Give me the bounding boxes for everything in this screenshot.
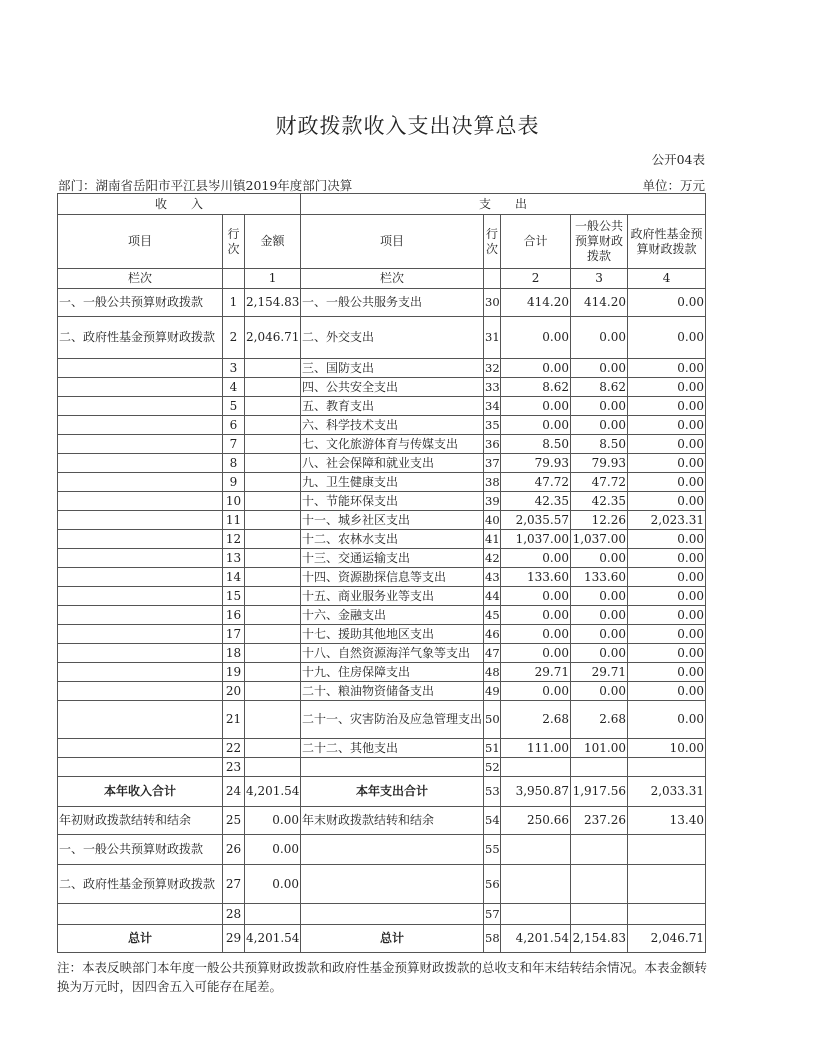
expense-fund-cell: 0.00 xyxy=(628,359,706,378)
expense-row-no-cell: 58 xyxy=(484,925,501,953)
expense-item-cell: 二十二、其他支出 xyxy=(301,739,484,758)
expense-item-cell: 二十一、灾害防治及应急管理支出 xyxy=(301,701,484,739)
index-label-left: 栏次 xyxy=(58,269,223,289)
income-item-cell xyxy=(58,644,223,663)
income-amount-cell: 0.00 xyxy=(245,835,301,865)
expense-fund-cell: 0.00 xyxy=(628,454,706,473)
expense-general-cell: 0.00 xyxy=(571,317,628,359)
table-row xyxy=(58,865,706,904)
table-row xyxy=(58,663,706,682)
col-expense-total: 合计 xyxy=(501,215,571,269)
income-row-no-cell: 2 xyxy=(223,317,245,359)
expense-item-cell: 六、科学技术支出 xyxy=(301,416,484,435)
income-item-cell xyxy=(58,473,223,492)
income-amount-cell xyxy=(245,682,301,701)
index-empty xyxy=(484,269,501,289)
expense-fund-cell: 2,046.71 xyxy=(628,925,706,953)
expense-item-cell: 十五、商业服务业等支出 xyxy=(301,587,484,606)
table-row xyxy=(58,644,706,663)
expense-total-cell: 42.35 xyxy=(501,492,571,511)
expense-total-cell: 0.00 xyxy=(501,317,571,359)
expense-fund-cell: 10.00 xyxy=(628,739,706,758)
income-amount-cell xyxy=(245,739,301,758)
income-item-cell: 二、政府性基金预算财政拨款 xyxy=(58,317,223,359)
expense-general-cell: 8.50 xyxy=(571,435,628,454)
income-row-no-cell: 15 xyxy=(223,587,245,606)
income-amount-cell xyxy=(245,378,301,397)
expense-fund-cell: 0.00 xyxy=(628,549,706,568)
index-empty xyxy=(223,269,245,289)
department-label: 部门：湖南省岳阳市平江县岑川镇2019年度部门决算 xyxy=(58,178,353,193)
income-item-cell xyxy=(58,359,223,378)
expense-general-cell: 0.00 xyxy=(571,359,628,378)
expense-general-cell xyxy=(571,835,628,865)
income-amount-cell xyxy=(245,701,301,739)
table-row xyxy=(58,807,706,835)
income-row-no-cell: 9 xyxy=(223,473,245,492)
expense-general-cell: 42.35 xyxy=(571,492,628,511)
income-amount-cell xyxy=(245,587,301,606)
expense-fund-cell: 0.00 xyxy=(628,644,706,663)
expense-item-cell: 十七、援助其他地区支出 xyxy=(301,625,484,644)
expense-total-cell: 2,035.57 xyxy=(501,511,571,530)
expense-item-cell: 本年支出合计 xyxy=(301,777,484,807)
expense-total-cell xyxy=(501,904,571,925)
table-row xyxy=(58,317,706,359)
expense-total-cell: 133.60 xyxy=(501,568,571,587)
income-item-cell xyxy=(58,682,223,701)
expense-item-cell: 二十、粮油物资储备支出 xyxy=(301,682,484,701)
income-item-cell xyxy=(58,568,223,587)
table-row xyxy=(58,397,706,416)
expense-fund-cell: 0.00 xyxy=(628,587,706,606)
expense-row-no-cell: 55 xyxy=(484,835,501,865)
table-row xyxy=(58,625,706,644)
income-item-cell xyxy=(58,549,223,568)
expense-general-cell xyxy=(571,865,628,904)
income-row-no-cell: 24 xyxy=(223,777,245,807)
expense-total-cell: 0.00 xyxy=(501,359,571,378)
income-item-cell: 总计 xyxy=(58,925,223,953)
expense-row-no-cell: 30 xyxy=(484,289,501,317)
expense-row-no-cell: 50 xyxy=(484,701,501,739)
expense-fund-cell xyxy=(628,904,706,925)
income-row-no-cell: 1 xyxy=(223,289,245,317)
income-row-no-cell: 21 xyxy=(223,701,245,739)
expense-item-cell: 十、节能环保支出 xyxy=(301,492,484,511)
expense-item-cell: 十一、城乡社区支出 xyxy=(301,511,484,530)
index-label-right: 栏次 xyxy=(301,269,484,289)
income-item-cell xyxy=(58,492,223,511)
income-amount-cell xyxy=(245,397,301,416)
income-amount-cell xyxy=(245,416,301,435)
expense-item-cell: 三、国防支出 xyxy=(301,359,484,378)
expense-fund-cell: 13.40 xyxy=(628,807,706,835)
expense-fund-cell xyxy=(628,758,706,777)
expense-general-cell: 29.71 xyxy=(571,663,628,682)
expense-row-no-cell: 42 xyxy=(484,549,501,568)
expense-general-cell: 237.26 xyxy=(571,807,628,835)
income-item-cell: 本年收入合计 xyxy=(58,777,223,807)
income-row-no-cell: 11 xyxy=(223,511,245,530)
expense-total-cell: 4,201.54 xyxy=(501,925,571,953)
table-row xyxy=(58,289,706,317)
expense-general-cell: 47.72 xyxy=(571,473,628,492)
income-row-no-cell: 13 xyxy=(223,549,245,568)
income-item-cell xyxy=(58,454,223,473)
expense-total-cell: 47.72 xyxy=(501,473,571,492)
expense-total-cell: 0.00 xyxy=(501,587,571,606)
expense-item-cell xyxy=(301,904,484,925)
expense-item-cell: 十八、自然资源海洋气象等支出 xyxy=(301,644,484,663)
expense-fund-cell: 0.00 xyxy=(628,606,706,625)
table-row xyxy=(58,454,706,473)
income-amount-cell: 4,201.54 xyxy=(245,777,301,807)
expense-general-cell: 0.00 xyxy=(571,682,628,701)
table-row xyxy=(58,359,706,378)
index-general: 3 xyxy=(571,269,628,289)
income-amount-cell: 4,201.54 xyxy=(245,925,301,953)
col-expense-fund: 政府性基金预算财政拨款 xyxy=(628,215,706,269)
income-row-no-cell: 18 xyxy=(223,644,245,663)
income-item-cell xyxy=(58,625,223,644)
income-amount-cell xyxy=(245,435,301,454)
col-expense-row-no: 行次 xyxy=(484,215,501,269)
expense-fund-cell: 0.00 xyxy=(628,568,706,587)
income-item-cell xyxy=(58,758,223,777)
expense-total-cell: 414.20 xyxy=(501,289,571,317)
expense-group-header: 支 出 xyxy=(301,194,706,215)
income-amount-cell xyxy=(245,454,301,473)
expense-total-cell: 0.00 xyxy=(501,644,571,663)
expense-fund-cell: 0.00 xyxy=(628,317,706,359)
income-row-no-cell: 27 xyxy=(223,865,245,904)
expense-total-cell: 1,037.00 xyxy=(501,530,571,549)
income-amount-cell xyxy=(245,904,301,925)
expense-row-no-cell: 54 xyxy=(484,807,501,835)
index-total: 2 xyxy=(501,269,571,289)
income-row-no-cell: 6 xyxy=(223,416,245,435)
income-row-no-cell: 8 xyxy=(223,454,245,473)
table-row xyxy=(58,416,706,435)
col-expense-item: 项目 xyxy=(301,215,484,269)
expense-general-cell: 133.60 xyxy=(571,568,628,587)
expense-item-cell: 十六、金融支出 xyxy=(301,606,484,625)
expense-item-cell: 十九、住房保障支出 xyxy=(301,663,484,682)
income-row-no-cell: 28 xyxy=(223,904,245,925)
expense-general-cell: 0.00 xyxy=(571,606,628,625)
expense-row-no-cell: 38 xyxy=(484,473,501,492)
table-row xyxy=(58,530,706,549)
income-item-cell xyxy=(58,904,223,925)
income-item-cell: 一、一般公共预算财政拨款 xyxy=(58,289,223,317)
expense-total-cell: 2.68 xyxy=(501,701,571,739)
expense-fund-cell: 0.00 xyxy=(628,701,706,739)
income-amount-cell xyxy=(245,492,301,511)
expense-general-cell: 101.00 xyxy=(571,739,628,758)
table-row xyxy=(58,904,706,925)
group-header-row xyxy=(58,194,706,215)
income-row-no-cell: 14 xyxy=(223,568,245,587)
income-item-cell xyxy=(58,530,223,549)
table-row xyxy=(58,378,706,397)
expense-fund-cell: 0.00 xyxy=(628,378,706,397)
table-row xyxy=(58,701,706,739)
expense-item-cell: 十三、交通运输支出 xyxy=(301,549,484,568)
expense-row-no-cell: 53 xyxy=(484,777,501,807)
table-row xyxy=(58,682,706,701)
income-amount-cell xyxy=(245,644,301,663)
income-row-no-cell: 29 xyxy=(223,925,245,953)
col-income-row-no: 行次 xyxy=(223,215,245,269)
expense-row-no-cell: 31 xyxy=(484,317,501,359)
expense-total-cell: 0.00 xyxy=(501,625,571,644)
expense-general-cell: 0.00 xyxy=(571,644,628,663)
income-amount-cell xyxy=(245,359,301,378)
income-row-no-cell: 23 xyxy=(223,758,245,777)
income-row-no-cell: 12 xyxy=(223,530,245,549)
page-title: 财政拨款收入支出决算总表 xyxy=(275,114,540,138)
expense-row-no-cell: 52 xyxy=(484,758,501,777)
table-row xyxy=(58,435,706,454)
expense-fund-cell: 0.00 xyxy=(628,625,706,644)
expense-row-no-cell: 45 xyxy=(484,606,501,625)
expense-item-cell: 二、外交支出 xyxy=(301,317,484,359)
expense-general-cell: 2.68 xyxy=(571,701,628,739)
expense-row-no-cell: 34 xyxy=(484,397,501,416)
table-row xyxy=(58,511,706,530)
expense-general-cell xyxy=(571,904,628,925)
income-amount-cell: 0.00 xyxy=(245,807,301,835)
expense-general-cell xyxy=(571,758,628,777)
expense-total-cell: 0.00 xyxy=(501,549,571,568)
income-item-cell xyxy=(58,378,223,397)
expense-row-no-cell: 39 xyxy=(484,492,501,511)
expense-fund-cell: 0.00 xyxy=(628,397,706,416)
income-amount-cell xyxy=(245,530,301,549)
expense-row-no-cell: 33 xyxy=(484,378,501,397)
income-row-no-cell: 16 xyxy=(223,606,245,625)
expense-total-cell: 0.00 xyxy=(501,606,571,625)
expense-item-cell xyxy=(301,758,484,777)
income-item-cell xyxy=(58,397,223,416)
expense-fund-cell: 0.00 xyxy=(628,435,706,454)
expense-general-cell: 414.20 xyxy=(571,289,628,317)
expense-fund-cell: 0.00 xyxy=(628,289,706,317)
expense-row-no-cell: 36 xyxy=(484,435,501,454)
income-item-cell: 一、一般公共预算财政拨款 xyxy=(58,835,223,865)
expense-row-no-cell: 56 xyxy=(484,865,501,904)
index-fund: 4 xyxy=(628,269,706,289)
expense-item-cell: 九、卫生健康支出 xyxy=(301,473,484,492)
table-row xyxy=(58,492,706,511)
expense-row-no-cell: 46 xyxy=(484,625,501,644)
expense-fund-cell xyxy=(628,835,706,865)
expense-item-cell: 八、社会保障和就业支出 xyxy=(301,454,484,473)
expense-general-cell: 79.93 xyxy=(571,454,628,473)
table-row xyxy=(58,549,706,568)
expense-total-cell: 0.00 xyxy=(501,682,571,701)
expense-total-cell: 0.00 xyxy=(501,397,571,416)
expense-row-no-cell: 41 xyxy=(484,530,501,549)
expense-total-cell xyxy=(501,835,571,865)
expense-item-cell: 一、一般公共服务支出 xyxy=(301,289,484,317)
table-row xyxy=(58,606,706,625)
expense-item-cell: 总计 xyxy=(301,925,484,953)
expense-item-cell: 年末财政拨款结转和结余 xyxy=(301,807,484,835)
expense-general-cell: 0.00 xyxy=(571,587,628,606)
income-row-no-cell: 19 xyxy=(223,663,245,682)
table-row xyxy=(58,568,706,587)
income-amount-cell: 2,154.83 xyxy=(245,289,301,317)
income-item-cell xyxy=(58,606,223,625)
table-row xyxy=(58,835,706,865)
income-amount-cell: 2,046.71 xyxy=(245,317,301,359)
income-item-cell xyxy=(58,663,223,682)
income-item-cell xyxy=(58,739,223,758)
expense-item-cell: 四、公共安全支出 xyxy=(301,378,484,397)
expense-general-cell: 12.26 xyxy=(571,511,628,530)
expense-fund-cell: 0.00 xyxy=(628,682,706,701)
expense-general-cell: 0.00 xyxy=(571,397,628,416)
expense-fund-cell xyxy=(628,865,706,904)
expense-general-cell: 2,154.83 xyxy=(571,925,628,953)
expense-total-cell: 250.66 xyxy=(501,807,571,835)
expense-total-cell xyxy=(501,758,571,777)
expense-general-cell: 0.00 xyxy=(571,625,628,644)
footnote: 注：本表反映部门本年度一般公共预算财政拨款和政府性基金预算财政拨款的总收支和年末结转结余情况。本表金额转换为万元时，因四舍五入可能存在尾差。 xyxy=(57,960,708,994)
expense-row-no-cell: 44 xyxy=(484,587,501,606)
income-item-cell xyxy=(58,416,223,435)
expense-general-cell: 1,917.56 xyxy=(571,777,628,807)
expense-row-no-cell: 43 xyxy=(484,568,501,587)
expense-row-no-cell: 51 xyxy=(484,739,501,758)
income-amount-cell xyxy=(245,568,301,587)
expense-general-cell: 1,037.00 xyxy=(571,530,628,549)
expense-item-cell: 七、文化旅游体育与传媒支出 xyxy=(301,435,484,454)
expense-fund-cell: 0.00 xyxy=(628,530,706,549)
expense-total-cell: 111.00 xyxy=(501,739,571,758)
income-row-no-cell: 4 xyxy=(223,378,245,397)
income-amount-cell xyxy=(245,625,301,644)
column-header-row xyxy=(58,215,706,269)
income-amount-cell xyxy=(245,549,301,568)
income-row-no-cell: 10 xyxy=(223,492,245,511)
income-item-cell xyxy=(58,701,223,739)
income-item-cell xyxy=(58,587,223,606)
expense-total-cell: 8.50 xyxy=(501,435,571,454)
expense-row-no-cell: 48 xyxy=(484,663,501,682)
expense-item-cell: 十四、资源勘探信息等支出 xyxy=(301,568,484,587)
expense-item-cell: 五、教育支出 xyxy=(301,397,484,416)
income-amount-cell xyxy=(245,758,301,777)
expense-fund-cell: 2,023.31 xyxy=(628,511,706,530)
table-row xyxy=(58,777,706,807)
income-item-cell: 年初财政拨款结转和结余 xyxy=(58,807,223,835)
expense-row-no-cell: 32 xyxy=(484,359,501,378)
expense-fund-cell: 0.00 xyxy=(628,663,706,682)
income-row-no-cell: 5 xyxy=(223,397,245,416)
expense-general-cell: 0.00 xyxy=(571,549,628,568)
expense-row-no-cell: 47 xyxy=(484,644,501,663)
income-row-no-cell: 20 xyxy=(223,682,245,701)
expense-item-cell xyxy=(301,835,484,865)
form-number: 公开04表 xyxy=(651,152,705,167)
income-row-no-cell: 22 xyxy=(223,739,245,758)
col-income-item: 项目 xyxy=(58,215,223,269)
income-amount-cell xyxy=(245,473,301,492)
col-income-amount: 金额 xyxy=(245,215,301,269)
index-amount: 1 xyxy=(245,269,301,289)
table-row xyxy=(58,587,706,606)
table-row xyxy=(58,739,706,758)
expense-fund-cell: 0.00 xyxy=(628,492,706,511)
income-item-cell xyxy=(58,435,223,454)
income-amount-cell xyxy=(245,663,301,682)
expense-item-cell xyxy=(301,865,484,904)
expense-total-cell xyxy=(501,865,571,904)
income-amount-cell xyxy=(245,511,301,530)
income-row-no-cell: 3 xyxy=(223,359,245,378)
expense-row-no-cell: 49 xyxy=(484,682,501,701)
expense-fund-cell: 0.00 xyxy=(628,416,706,435)
expense-total-cell: 0.00 xyxy=(501,416,571,435)
income-row-no-cell: 17 xyxy=(223,625,245,644)
expense-row-no-cell: 57 xyxy=(484,904,501,925)
income-row-no-cell: 26 xyxy=(223,835,245,865)
expense-general-cell: 0.00 xyxy=(571,416,628,435)
column-index-row xyxy=(58,269,706,289)
expense-total-cell: 3,950.87 xyxy=(501,777,571,807)
fiscal-appropriation-table xyxy=(57,193,706,953)
expense-total-cell: 29.71 xyxy=(501,663,571,682)
income-item-cell: 二、政府性基金预算财政拨款 xyxy=(58,865,223,904)
expense-row-no-cell: 37 xyxy=(484,454,501,473)
table-row xyxy=(58,758,706,777)
income-item-cell xyxy=(58,511,223,530)
income-row-no-cell: 25 xyxy=(223,807,245,835)
income-amount-cell xyxy=(245,606,301,625)
expense-row-no-cell: 40 xyxy=(484,511,501,530)
income-row-no-cell: 7 xyxy=(223,435,245,454)
income-amount-cell: 0.00 xyxy=(245,865,301,904)
income-group-header: 收 入 xyxy=(58,194,301,215)
expense-fund-cell: 0.00 xyxy=(628,473,706,492)
expense-item-cell: 十二、农林水支出 xyxy=(301,530,484,549)
expense-total-cell: 79.93 xyxy=(501,454,571,473)
col-expense-general: 一般公共预算财政拨款 xyxy=(571,215,628,269)
expense-fund-cell: 2,033.31 xyxy=(628,777,706,807)
expense-general-cell: 8.62 xyxy=(571,378,628,397)
table-row xyxy=(58,925,706,953)
expense-row-no-cell: 35 xyxy=(484,416,501,435)
unit-label: 单位：万元 xyxy=(642,178,705,193)
expense-total-cell: 8.62 xyxy=(501,378,571,397)
table-row xyxy=(58,473,706,492)
